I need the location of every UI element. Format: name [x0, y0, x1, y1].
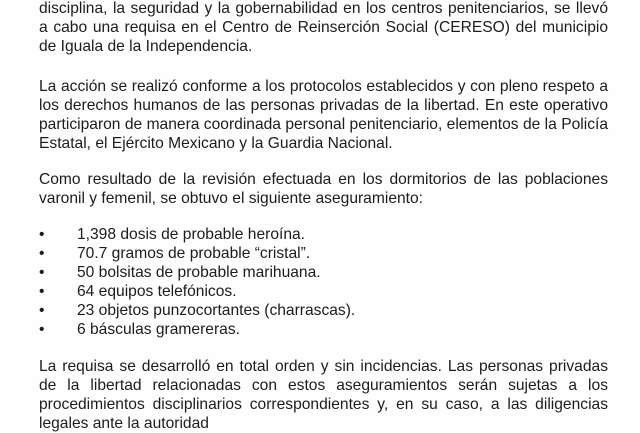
list-item — [39, 225, 355, 244]
paragraph-conclusion: La requisa se desarrolló en total orden y sin incidencias. Las personas privadas de la libertad relacionadas con estos aseguramientos serán sujetas a los procedimientos disciplinarios correspondientes y, en su caso, a las diligencias legales ante la autoridad — [39, 358, 608, 432]
list-item-text: 6 básculas gramereras. — [77, 321, 240, 338]
paragraph-intro: disciplina, la seguridad y la gobernabilidad en los centros penitenciarios, se llevó a cabo una requisa en el Centro de Reinserción Social (CERESO) del municipio de Iguala de la Independencia. — [39, 0, 608, 55]
paragraph-results: Como resultado de la revisión efectuada en los dormitorios de las poblaciones varonil y femenil, se obtuvo el siguiente aseguramiento: — [39, 171, 608, 207]
list-item-text: 1,398 dosis de probable heroína. — [77, 226, 306, 243]
list-item — [39, 282, 355, 301]
list-item-text: 64 equipos telefónicos. — [77, 283, 237, 300]
list-item-text: 23 objetos punzocortantes (charrascas). — [77, 302, 356, 319]
bullet-icon: • — [39, 245, 45, 262]
list-item — [39, 244, 355, 263]
list-item-text: 70.7 gramos de probable “cristal”. — [77, 245, 311, 262]
bullet-icon: • — [39, 321, 45, 338]
list-item-text: 50 bolsitas de probable marihuana. — [77, 264, 321, 281]
bullet-icon: • — [39, 302, 45, 319]
list-item — [39, 263, 355, 282]
paragraph-protocol: La acción se realizó conforme a los protocolos establecidos y con pleno respeto a los derechos humanos de las personas privadas de la libertad. En este operativo participaron de manera coordinada personal penitenciario, elementos de la Policía Estatal, el Ejército Mexicano y la Guardia Nacional. — [39, 78, 608, 152]
bullet-icon: • — [39, 226, 45, 243]
bullet-icon: • — [39, 283, 45, 300]
seized-items-list — [39, 225, 355, 339]
list-item — [39, 320, 355, 339]
bullet-icon: • — [39, 264, 45, 281]
list-item — [39, 301, 355, 320]
